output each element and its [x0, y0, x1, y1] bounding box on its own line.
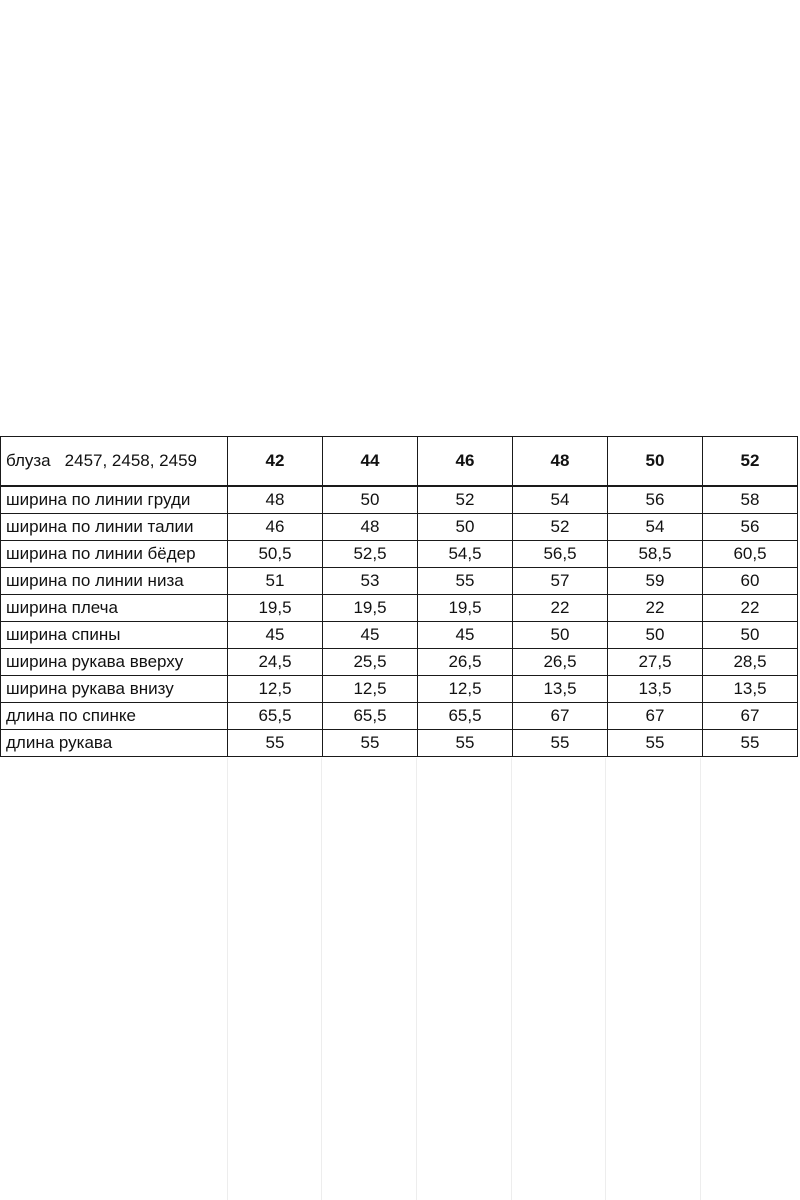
measurement-value: 56,5: [513, 541, 608, 568]
table-row: [1, 649, 798, 676]
product-type: блуза: [6, 451, 51, 470]
measurement-value: 55: [608, 730, 703, 757]
measurement-value: 65,5: [418, 703, 513, 730]
measurement-value: 13,5: [608, 676, 703, 703]
size-chart-table: [0, 436, 798, 757]
measurement-label: ширина рукава внизу: [1, 676, 228, 703]
measurement-value: 55: [418, 568, 513, 595]
measurement-value: 52: [418, 486, 513, 514]
measurement-value: 55: [228, 730, 323, 757]
measurement-value: 52,5: [323, 541, 418, 568]
measurement-value: 50: [703, 622, 798, 649]
measurement-value: 45: [418, 622, 513, 649]
measurement-value: 48: [228, 486, 323, 514]
measurement-value: 19,5: [228, 595, 323, 622]
table-row: [1, 703, 798, 730]
grid-line: [700, 758, 701, 1200]
size-header-50: 50: [608, 437, 703, 487]
measurement-value: 50: [513, 622, 608, 649]
measurement-value: 60: [703, 568, 798, 595]
measurement-value: 24,5: [228, 649, 323, 676]
measurement-value: 19,5: [323, 595, 418, 622]
measurement-value: 45: [323, 622, 418, 649]
measurement-value: 26,5: [513, 649, 608, 676]
measurement-value: 65,5: [228, 703, 323, 730]
measurement-value: 50: [608, 622, 703, 649]
table-row: [1, 676, 798, 703]
measurement-value: 65,5: [323, 703, 418, 730]
measurement-value: 22: [608, 595, 703, 622]
measurement-value: 13,5: [703, 676, 798, 703]
measurement-value: 22: [703, 595, 798, 622]
measurement-value: 67: [703, 703, 798, 730]
measurement-value: 28,5: [703, 649, 798, 676]
size-chart-body: [1, 437, 798, 757]
size-header-46: 46: [418, 437, 513, 487]
measurement-value: 57: [513, 568, 608, 595]
measurement-value: 25,5: [323, 649, 418, 676]
size-chart-sheet: [0, 436, 800, 757]
measurement-value: 56: [703, 514, 798, 541]
measurement-value: 50,5: [228, 541, 323, 568]
product-articles: 2457, 2458, 2459: [64, 451, 198, 470]
header-row: [1, 437, 798, 487]
size-header-42: 42: [228, 437, 323, 487]
measurement-label: ширина спины: [1, 622, 228, 649]
measurement-value: 60,5: [703, 541, 798, 568]
grid-line: [321, 758, 322, 1200]
table-row: [1, 486, 798, 514]
table-row: [1, 514, 798, 541]
measurement-label: длина рукава: [1, 730, 228, 757]
measurement-value: 55: [703, 730, 798, 757]
measurement-value: 53: [323, 568, 418, 595]
measurement-value: 54: [513, 486, 608, 514]
measurement-value: 48: [323, 514, 418, 541]
measurement-value: 58: [703, 486, 798, 514]
grid-line: [227, 758, 228, 1200]
size-header-44: 44: [323, 437, 418, 487]
measurement-value: 59: [608, 568, 703, 595]
measurement-label: ширина рукава вверху: [1, 649, 228, 676]
grid-line: [605, 758, 606, 1200]
measurement-value: 54,5: [418, 541, 513, 568]
measurement-value: 55: [418, 730, 513, 757]
table-row: [1, 541, 798, 568]
measurement-value: 12,5: [228, 676, 323, 703]
measurement-value: 27,5: [608, 649, 703, 676]
table-row: [1, 622, 798, 649]
size-header-48: 48: [513, 437, 608, 487]
measurement-label: ширина по линии бёдер: [1, 541, 228, 568]
measurement-value: 55: [513, 730, 608, 757]
grid-line: [511, 758, 512, 1200]
measurement-value: 51: [228, 568, 323, 595]
grid-line: [416, 758, 417, 1200]
measurement-value: 55: [323, 730, 418, 757]
measurement-value: 56: [608, 486, 703, 514]
measurement-value: 52: [513, 514, 608, 541]
measurement-value: 12,5: [418, 676, 513, 703]
measurement-value: 67: [513, 703, 608, 730]
measurement-label: ширина плеча: [1, 595, 228, 622]
measurement-value: 67: [608, 703, 703, 730]
measurement-label: ширина по линии талии: [1, 514, 228, 541]
measurement-value: 26,5: [418, 649, 513, 676]
measurement-value: 12,5: [323, 676, 418, 703]
measurement-label: ширина по линии низа: [1, 568, 228, 595]
measurement-value: 54: [608, 514, 703, 541]
measurement-value: 58,5: [608, 541, 703, 568]
table-row: [1, 568, 798, 595]
measurement-value: 50: [418, 514, 513, 541]
product-title-cell: [1, 437, 228, 487]
measurement-value: 13,5: [513, 676, 608, 703]
measurement-value: 50: [323, 486, 418, 514]
measurement-value: 46: [228, 514, 323, 541]
table-row: [1, 730, 798, 757]
measurement-value: 19,5: [418, 595, 513, 622]
size-header-52: 52: [703, 437, 798, 487]
measurement-label: длина по спинке: [1, 703, 228, 730]
measurement-label: ширина по линии груди: [1, 486, 228, 514]
measurement-value: 45: [228, 622, 323, 649]
measurement-value: 22: [513, 595, 608, 622]
table-row: [1, 595, 798, 622]
